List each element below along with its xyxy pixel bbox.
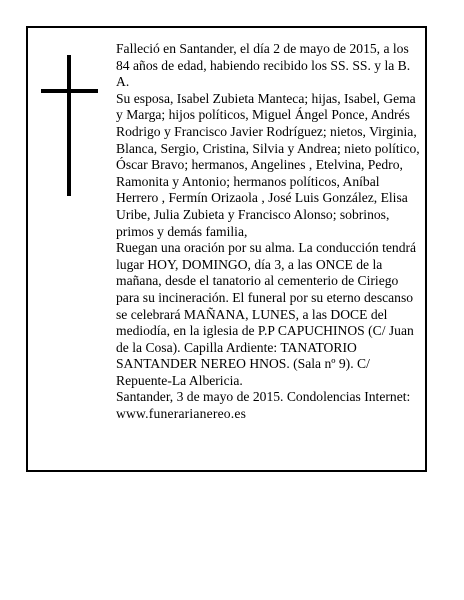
cross-horizontal-bar — [41, 89, 98, 93]
death-announcement: Falleció en Santander, el día 2 de mayo de 2015, a los 84 años de edad, habiendo recibido los SS. SS. y la B. A. — [116, 41, 411, 90]
obituary-notice — [26, 26, 427, 472]
condolences-website: www.funerarianereo.es — [116, 406, 247, 422]
cross-vertical-bar — [67, 55, 71, 196]
obituary-text — [116, 41, 422, 423]
funeral-details: Ruegan una oración por su alma. La conducción tendrá lugar HOY, DOMINGO, día 3, a las ONCE de la mañana, desde el tanatorio al cementerio de Ciriego para su incineración. El funeral por su eterno descanso se celebrará MAÑANA, LUNES, a las DOCE del mediodía, en la iglesia de P.P CAPUCHINOS (C/ Juan de la Cosa). Capilla Ardiente: TANATORIO SANTANDER NEREO HNOS. (Sala nº 9). C/ Repuente-La Albericia. — [116, 240, 417, 388]
date-line: Santander, 3 de mayo de 2015. Condolencias Internet: — [116, 389, 411, 405]
family-list: Su esposa, Isabel Zubieta Manteca; hijas, Isabel, Gema y Marga; hijos políticos, Miguel Ángel Ponce, Andrés Rodrigo y Francisco Javier Rodríguez; nietos, Virginia, Blanca, Sergio, Cristina, Silvia y Andrea; nieto político, Óscar Bravo; hermanos, Angelines , Etelvina, Pedro, Ramonita y Antonio; hermanos políticos, Aníbal Herrero , Fermín Orizaola , José Luis González, Elisa Uribe, Julia Zubieta y Francisco Alonso; sobrinos, primos y demás familia, — [116, 90, 420, 239]
